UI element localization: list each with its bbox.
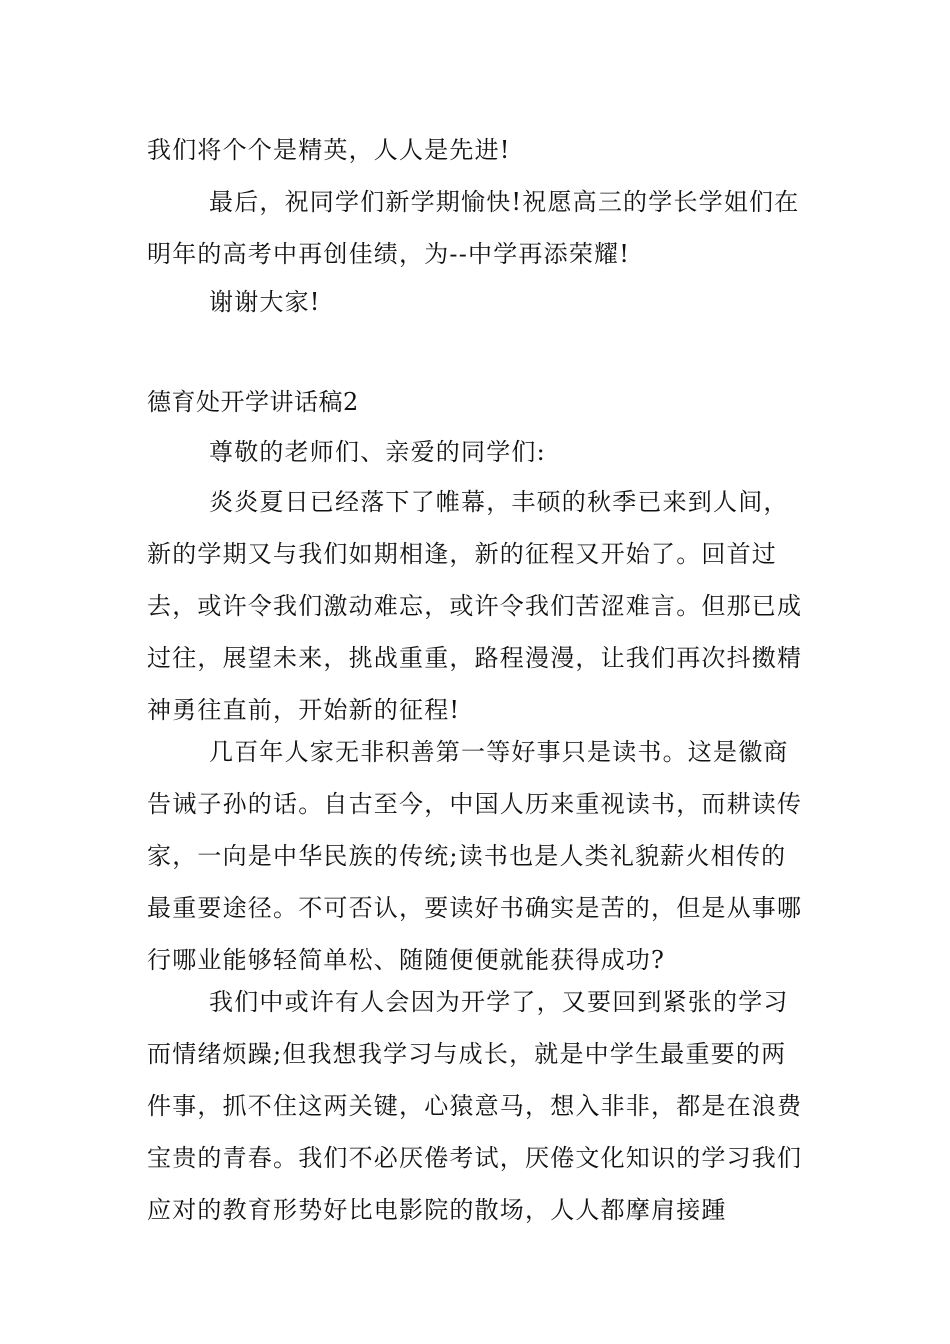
paragraph-reading: 几百年人家无非积善第一等好事只是读书。这是徽商告诫子孙的话。自古至今，中国人历来重视读书，而耕读传家，一向是中华民族的传统;读书也是人类礼貌薪火相传的最重要途径。不可否认，要读好书确实是苦的，但是从事哪行哪业能够轻简单松、随随便便就能获得成功? [147, 738, 803, 974]
paragraph-thanks: 谢谢大家! [209, 288, 321, 316]
paragraph-salutation: 尊敬的老师们、亲爱的同学们: [209, 438, 546, 466]
paragraph-wishes: 最后，祝同学们新学期愉快!祝愿高三的学长学姐们在明年的高考中再创佳绩，为--中学再添荣耀! [147, 188, 800, 268]
section-title: 德育处开学讲话稿2 [147, 388, 359, 416]
paragraph-opening: 炎炎夏日已经落下了帷幕，丰硕的秋季已来到人间，新的学期又与我们如期相逢，新的征程又开始了。回首过去，或许令我们激动难忘，或许令我们苦涩难言。但那已成过往，展望未来，挑战重重，路程漫漫，让我们再次抖擞精神勇往直前，开始新的征程! [147, 488, 803, 724]
paragraph-closing-line: 我们将个个是精英，人人是先进! [147, 136, 511, 164]
paragraph-study: 我们中或许有人会因为开学了，又要回到紧张的学习而情绪烦躁;但我想我学习与成长，就是中学生最重要的两件事，抓不住这两关键，心猿意马，想入非非，都是在浪费宝贵的青春。我们不必厌倦考试，厌倦文化知识的学习我们应对的教育形势好比电影院的散场，人人都摩肩接踵 [147, 988, 803, 1224]
